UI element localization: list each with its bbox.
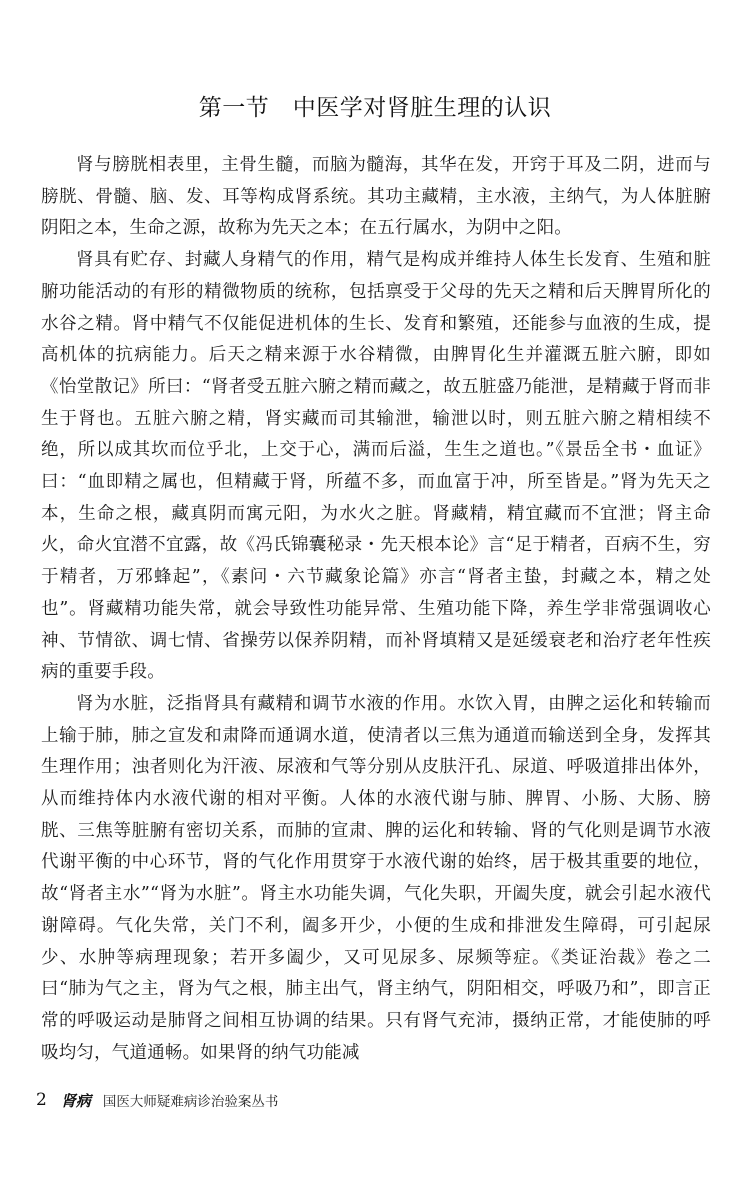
paragraph-kidney-bladder: 肾与膀胱相表里，主骨生髓，而脑为髓海，其华在发，开窍于耳及二阴，进而与膀胱、骨髓、脑、发、耳等构成肾系统。其功主藏精，主水液，主纳气，为人体脏腑阴阳之本，生命之源，故称为先天之本；在五行属水，为阴中之阳。	[41, 155, 711, 239]
page-number: 2	[36, 1090, 47, 1110]
paragraph-kidney-water-organ: 肾为水脏，泛指肾具有藏精和调节水液的作用。水饮入胃，由脾之运化和转输而上输于肺，肺之宣发和肃降而通调水道，使清者以三焦为通道而输送到全身，发挥其生理作用；浊者则化为汗液、尿液和气等分别从皮肤汗孔、尿道、呼吸道排出体外，从而维持体内水液代谢的相对平衡。人体的水液代谢与肺、脾胃、小肠、大肠、膀胱、三焦等脏腑有密切关系，而肺的宣肃、脾的运化和转输、肾的气化则是调节水液代谢平衡的中心环节，肾的气化作用贯穿于水液代谢的始终，居于极其重要的地位，故“肾者主水”“肾为水脏”。肾主水功能失调，气化失职，开阖失度，就会引起水液代谢障碍。气化失常，关门不利，阖多开少，小便的生成和排泄发生障碍，可引起尿少、水肿等病理现象；若开多阖少，又可见尿多、尿频等症。《类证治裁》卷之二曰“肺为气之主，肾为气之根，肺主出气，肾主纳气，阴阳相交，呼吸乃和”，即言正常的呼吸运动是肺肾之间相互协调的结果。只有肾气充沛，摄纳正常，才能使肺的呼吸均匀，气道通畅。如果肾的纳气功能减	[41, 693, 711, 1063]
body-text	[41, 150, 711, 1069]
book-title-mark: 肾病	[60, 1091, 91, 1110]
section-title: 第一节 中医学对肾脏生理的认识	[198, 95, 552, 121]
page-footer	[36, 1088, 278, 1112]
paragraph-kidney-stores-essence: 肾具有贮存、封藏人身精气的作用，精气是构成并维持人体生长发育、生殖和脏腑功能活动的有形的精微物质的统称，包括禀受于父母的先天之精和后天脾胃所化的水谷之精。肾中精气不仅能促进机体的生长、发育和繁殖，还能参与血液的生成，提高机体的抗病能力。后天之精来源于水谷精微，由脾胃化生并灌溉五脏六腑，即如《怡堂散记》所曰：“肾者受五脏六腑之精而藏之，故五脏盛乃能泄，是精藏于肾而非生于肾也。五脏六腑之精，肾实藏而司其输泄，输泄以时，则五脏六腑之精相续不绝，所以成其坎而位乎北，上交于心，满而后溢，生生之道也。”《景岳全书・血证》曰：“血即精之属也，但精藏于肾，所蕴不多，而血富于冲，所至皆是。”肾为先天之本，生命之根，藏真阴而寓元阳，为水火之脏。肾藏精，精宜藏而不宜泄；肾主命火，命火宜潜不宜露，故《冯氏锦囊秘录・先天根本论》言“足于精者，百病不生，穷于精者，万邪蜂起”，《素问・六节藏象论篇》亦言“肾者主蛰，封藏之本，精之处也”。肾藏精功能失常，就会导致性功能异常、生殖功能下降，养生学非常强调收心神、节情欲、调七情、省操劳以保养阴精，而补肾填精又是延缓衰老和治疗老年性疾病的重要手段。	[41, 250, 711, 683]
series-title: 国医大师疑难病诊治验案丛书	[102, 1094, 279, 1110]
